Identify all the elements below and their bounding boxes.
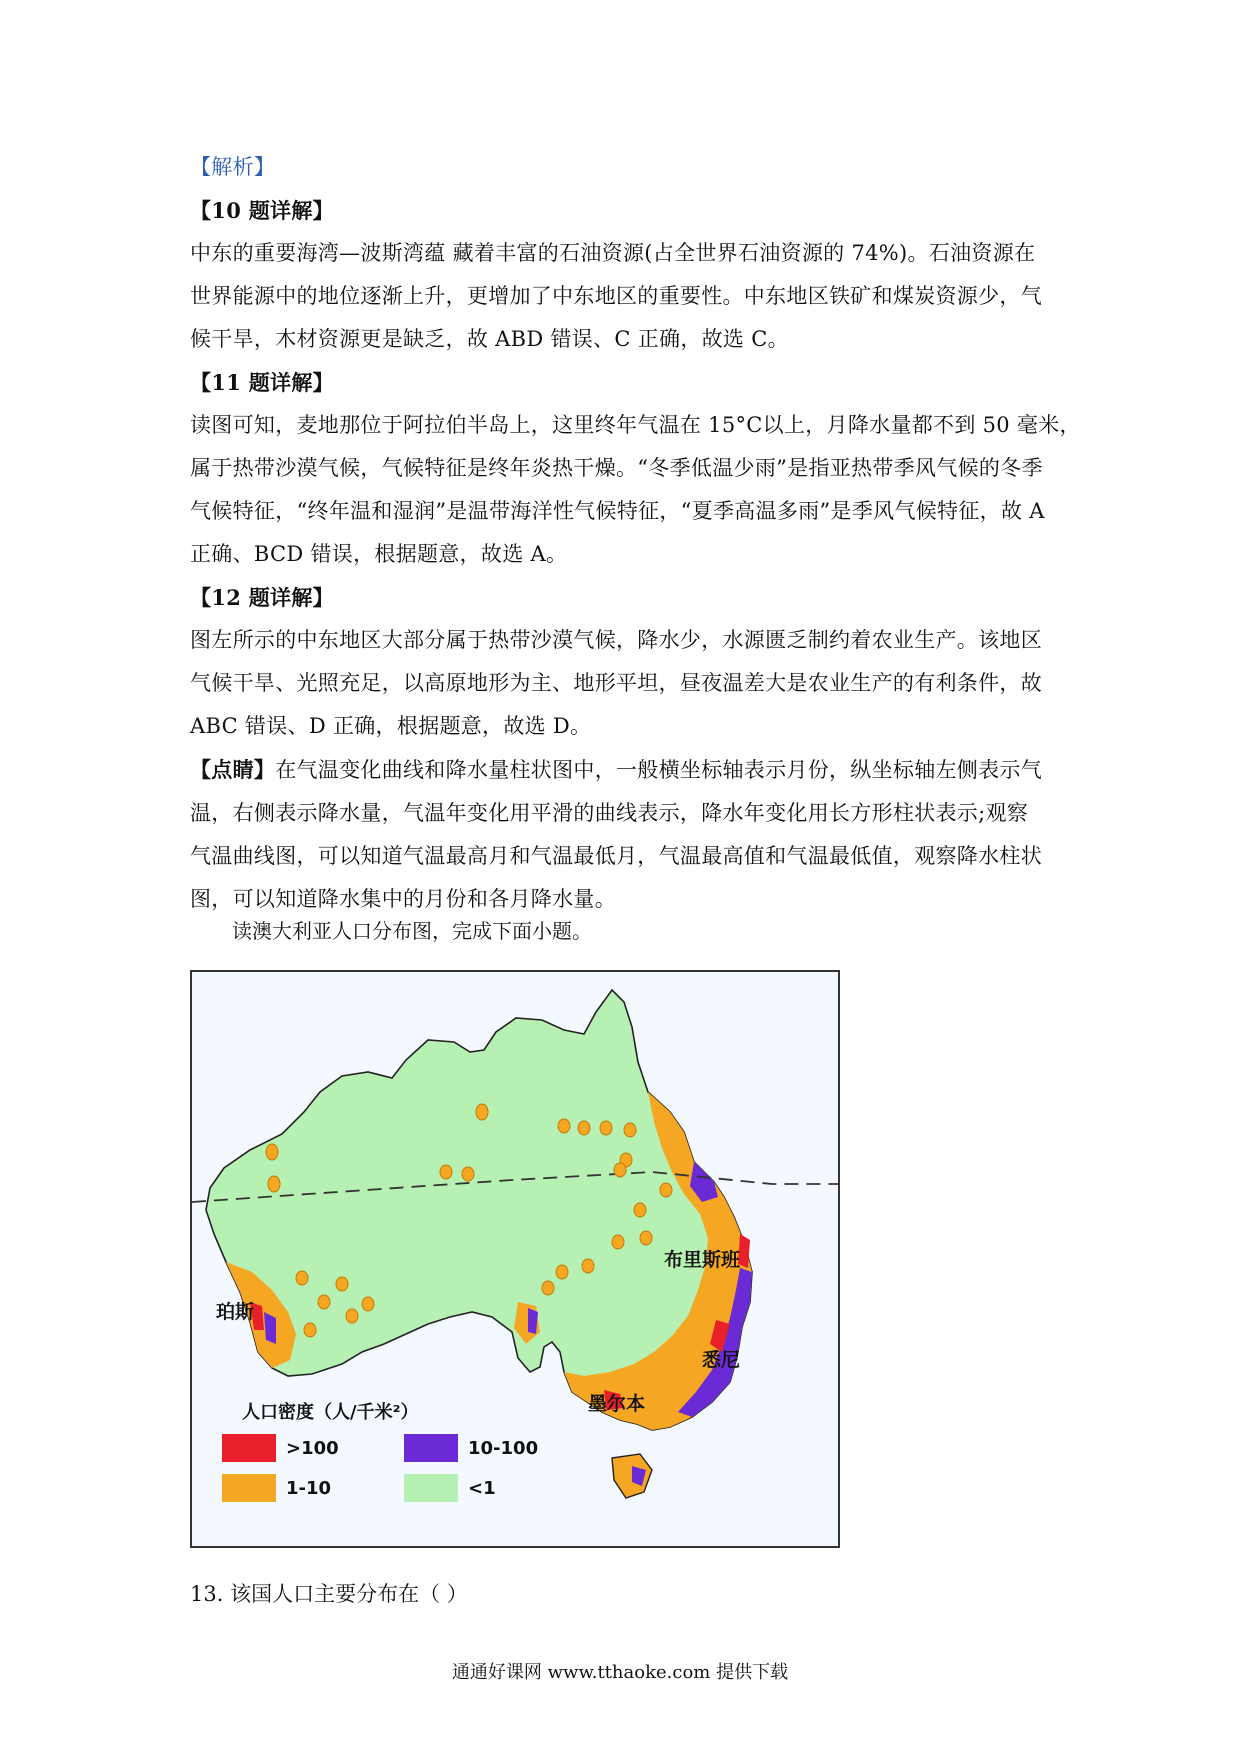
q11-line-4: 正确、BCD 错误，根据题意，故选 A。	[190, 542, 568, 566]
tip-line-4: 图，可以知道降水集中的月份和各月降水量。	[190, 887, 616, 911]
city-label-brisbane: 布里斯班	[664, 1249, 741, 1271]
analysis-heading: 【解析】	[190, 155, 276, 179]
q10-heading: 【10 题详解】	[190, 198, 334, 223]
q11-heading: 【11 题详解】	[190, 370, 334, 395]
city-label-sydney: 悉尼	[702, 1349, 741, 1371]
city-label-perth: 珀斯	[216, 1301, 255, 1323]
q11-line-2: 属于热带沙漠气候，气候特征是终年炎热干燥。“冬季低温少雨”是指亚热带季风气候的冬季	[190, 456, 1043, 480]
q12-line-2: 气候干旱、光照充足，以高原地形为主、地形平坦，昼夜温差大是农业生产的有利条件，故	[190, 671, 1042, 695]
tip-text-1: 在气温变化曲线和降水量柱状图中，一般横坐标轴表示月份，纵坐标轴左侧表示气	[275, 758, 1042, 782]
tip-line-3: 气温曲线图，可以知道气温最高月和气温最低月，气温最高值和气温最低值，观察降水柱状	[190, 844, 1042, 868]
map-intro: 读澳大利亚人口分布图，完成下面小题。	[232, 919, 592, 943]
legend-title: 人口密度（人/千米²）	[242, 1402, 419, 1423]
q12-line-3: ABC 错误、D 正确，根据题意，故选 D。	[190, 714, 592, 738]
q12-line-1: 图左所示的中东地区大部分属于热带沙漠气候，降水少，水源匮乏制约着农业生产。该地区	[190, 628, 1042, 652]
q10-line-1: 中东的重要海湾—波斯湾蕴 藏着丰富的石油资源(占全世界石油资源的 74%)。石油资源在	[190, 241, 1036, 265]
tip-line-1	[190, 748, 1060, 792]
legend-label-1-10: 1-10	[286, 1478, 332, 1499]
tip-line-2: 温，右侧表示降水量，气温年变化用平滑的曲线表示，降水年变化用长方形柱状表示;观察	[190, 801, 1029, 825]
map-svg	[192, 972, 838, 1546]
legend-swatch-1-10	[222, 1474, 276, 1502]
q10-line-2: 世界能源中的地位逐渐上升，更增加了中东地区的重要性。中东地区铁矿和煤炭资源少，气	[190, 284, 1042, 308]
city-label-melbourne: 墨尔本	[588, 1393, 646, 1415]
legend-label-under-1: <1	[468, 1478, 496, 1499]
document-body	[190, 146, 1081, 921]
question-13: 13. 该国人口主要分布在（ ）	[190, 1582, 468, 1606]
q12-heading: 【12 题详解】	[190, 585, 334, 610]
legend-swatch-10-100	[404, 1434, 458, 1462]
legend-swatch-under-1	[404, 1474, 458, 1502]
tip-label: 【点睛】	[190, 757, 276, 782]
australia-population-map	[190, 970, 840, 1548]
legend-label-10-100: 10-100	[468, 1438, 539, 1459]
legend-label-over-100: >100	[286, 1438, 339, 1459]
footer-watermark: 通通好课网 www.tthaoke.com 提供下载	[451, 1662, 789, 1683]
q11-line-3: 气候特征，“终年温和湿润”是温带海洋性气候特征，“夏季高温多雨”是季风气候特征，故 A	[190, 499, 1045, 523]
q11-line-1: 读图可知，麦地那位于阿拉伯半岛上，这里终年气温在 15°C以上，月降水量都不到 50 毫米，	[190, 413, 1081, 437]
legend-swatch-over-100	[222, 1434, 276, 1462]
q10-line-3: 候干旱，木材资源更是缺乏，故 ABD 错误、C 正确，故选 C。	[190, 327, 789, 351]
